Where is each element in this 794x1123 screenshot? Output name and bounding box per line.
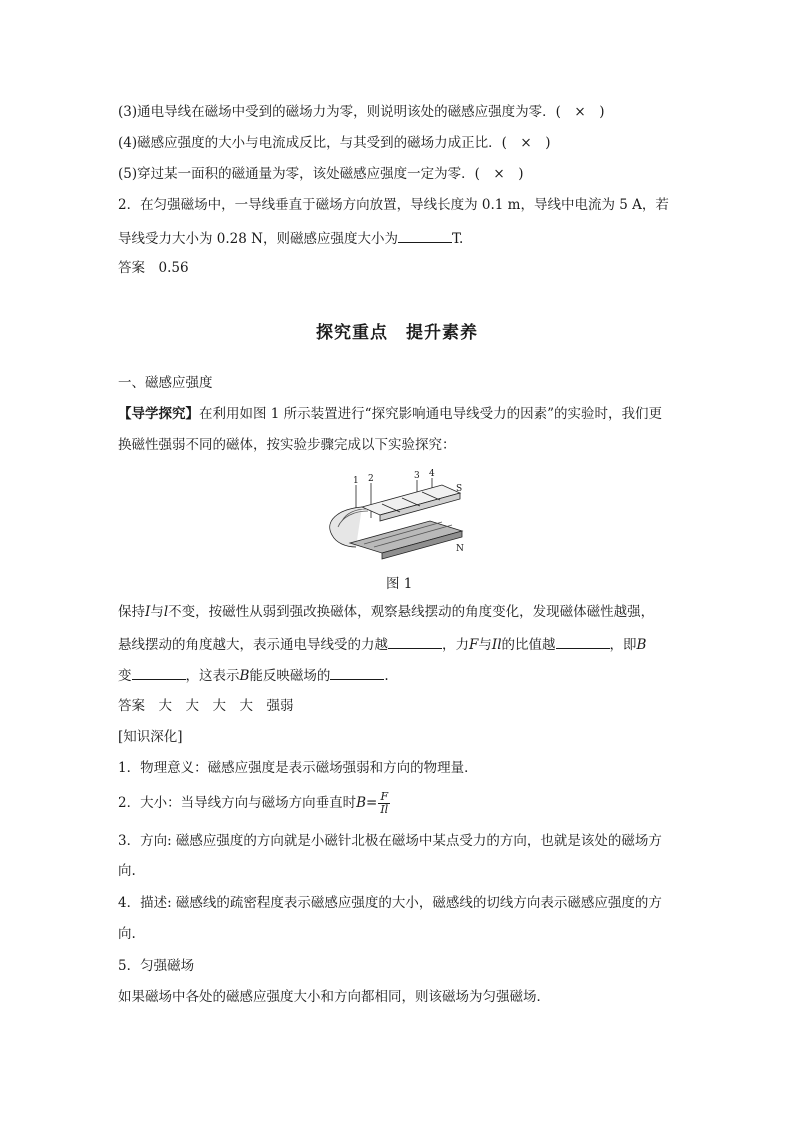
answer-blank [398, 228, 452, 243]
guide-answer: 答案 大 大 大 大 强弱 [118, 698, 294, 714]
variable-B: B [239, 668, 250, 684]
keep-paragraph-line-1 [118, 603, 654, 621]
subsection-title: 一、磁感应强度 [118, 375, 213, 391]
text-fragment: 变 [118, 668, 132, 684]
problem-2-unit: T. [451, 231, 464, 247]
problem-2-text: 导线受力大小为 0.28 N，则磁感应强度大小为 [118, 231, 398, 247]
text-fragment: ，即 [609, 637, 637, 653]
exercise-item-5: (5)穿过某一面积的磁通量为零，该处磁感应强度一定为零．( × ) [118, 166, 524, 182]
problem-2-answer: 答案 0.56 [118, 260, 189, 276]
variable-I: I [145, 604, 151, 620]
figure-caption: 图 1 [386, 576, 413, 592]
problem-2-line-2 [118, 228, 463, 248]
variable-B: B [356, 795, 367, 811]
figure-label-4: 4 [429, 469, 435, 479]
text-fragment: ，力 [442, 637, 469, 653]
knowledge-item-1: 1．物理意义：磁感应强度是表示磁场强弱和方向的物理量． [118, 760, 478, 776]
knowledge-item-3-line-2: 向. [118, 863, 136, 879]
knowledge-item-4-line-2: 向. [118, 926, 136, 942]
problem-2-line-1: 2．在匀强磁场中，一导线垂直于磁场方向放置，导线长度为 0.1 m，导线中电流为 5 A，若 [118, 197, 669, 213]
equals-sign: = [366, 795, 378, 811]
knowledge-item-5: 5．匀强磁场 [118, 958, 195, 974]
answer-blank [330, 665, 384, 680]
text-fragment: ，这表示 [185, 668, 240, 684]
section-heading: 探究重点 提升素养 [316, 323, 478, 343]
exercise-item-3: (3)通电导线在磁场中受到的磁场力为零，则说明该处的磁感应强度为零．( × ) [118, 104, 605, 120]
knowledge-item-5-description: 如果磁场中各处的磁感应强度大小和方向都相同，则该磁场为匀强磁场． [118, 989, 550, 1005]
guide-paragraph-line-2: 换磁性强弱不同的磁体，按实验步骤完成以下实验探究： [118, 437, 456, 453]
keep-paragraph-line-3 [118, 665, 389, 685]
guide-text: 在利用如图 1 所示装置进行“探究影响通电导线受力的因素”的实验时，我们更 [199, 406, 662, 422]
knowledge-item-3-line-1: 3．方向: 磁感应强度的方向就是小磁针北极在磁场中某点受力的方向，也就是该处的磁场方 [118, 833, 662, 849]
keep-paragraph-line-2 [118, 634, 646, 654]
fraction-numerator: F [378, 791, 390, 804]
text-fragment: 2．大小：当导线方向与磁场方向垂直时 [118, 795, 357, 811]
text-fragment: . [384, 668, 389, 684]
variable-l: l [163, 604, 169, 620]
knowledge-item-2 [118, 790, 390, 816]
variable-Il: Il [491, 637, 502, 653]
variable-B: B [636, 637, 647, 653]
text-fragment: 不变，按磁性从弱到强改换磁体，观察悬线摆动的角度变化，发现磁体磁性越强， [168, 604, 655, 620]
pole-n-label: N [456, 544, 464, 554]
text-fragment: 能反映磁场的 [249, 668, 331, 684]
exercise-item-4: (4)磁感应强度的大小与电流成反比，与其受到的磁场力成正比．( × ) [118, 135, 551, 151]
figure-label-3: 3 [414, 471, 420, 481]
magnet-apparatus-figure [322, 463, 482, 563]
fraction-denominator: Il [380, 803, 389, 816]
fraction-formula [378, 791, 390, 816]
figure-label-2: 2 [368, 474, 374, 484]
figure-label-1: 1 [353, 476, 359, 486]
guide-paragraph-line-1 [118, 405, 662, 423]
answer-blank [556, 634, 610, 649]
text-fragment: 保持 [118, 604, 145, 620]
text-fragment: 的比值越 [501, 637, 556, 653]
pole-s-label: S [456, 484, 463, 494]
knowledge-tag: [知识深化] [118, 729, 183, 745]
text-fragment: 与 [150, 604, 164, 620]
knowledge-item-4-line-1: 4．描述: 磁感线的疏密程度表示磁感应强度的大小，磁感线的切线方向表示磁感应强度的方 [118, 895, 662, 911]
answer-blank [132, 665, 186, 680]
text-fragment: 悬线摆动的角度越大，表示通电导线受的力越 [118, 637, 388, 653]
text-fragment: 与 [478, 637, 492, 653]
variable-F: F [469, 637, 479, 653]
guide-tag: 【导学探究】 [118, 406, 199, 422]
answer-blank [388, 634, 442, 649]
